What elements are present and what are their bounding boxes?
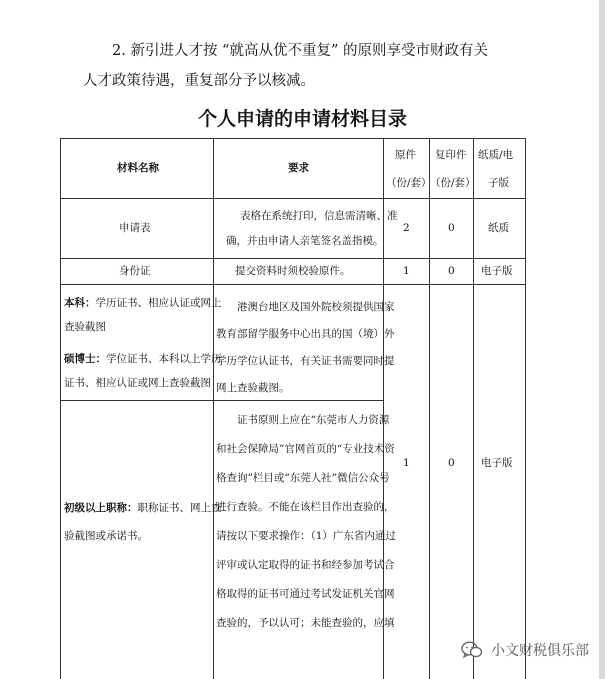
row1-original: 2 [403, 222, 410, 234]
page-edge-shadow [599, 0, 605, 679]
row3-req-4: 网上查验截图。 [216, 382, 290, 394]
row3-name-b [64, 354, 222, 365]
merged-original: 1 [403, 457, 410, 469]
row2-original: 1 [403, 265, 410, 277]
row4-req-2: 和社会保障局”官网首页的“专业技术资 [216, 443, 395, 455]
row1-name: 申请表 [119, 222, 151, 234]
row3-name-b2: 证书、相应认证或网上查验截图 [64, 377, 211, 389]
header-requirement: 要求 [288, 162, 309, 174]
row4-req-6: 评审或认定取得的证书和经参加考试合 [216, 559, 395, 571]
row4-req-5: 请按以下要求操作：（1）广东省内通过 [216, 530, 396, 542]
row4-req-3: 格查询”栏目或“东莞人社”微信公众号 [216, 472, 390, 484]
row1-req-2: 确，并由申请人亲笔签名盖指模。 [226, 235, 384, 247]
row3-label-a: 本科： [64, 297, 96, 309]
header-original-2: （份/套） [386, 177, 432, 189]
row1-type: 纸质 [488, 222, 509, 234]
row3-req-2: 教育部留学服务中心出具的国（境）外 [216, 328, 395, 340]
row3-name-a [64, 298, 222, 309]
header-type-2: 子版 [488, 177, 509, 189]
row3-req-3: 学历学位认证书，有关证书需要同时提 [216, 355, 395, 367]
row2-type: 电子版 [481, 265, 513, 277]
intro-line-1: 2. 新引进人才按 “就高从优不重复” 的原则享受市财政有关 [112, 43, 488, 59]
row2-req: 提交资料时须校验原件。 [235, 265, 351, 277]
row3-name-a2: 查验截图 [64, 321, 106, 333]
header-original-1: 原件 [395, 149, 416, 161]
row1-req-1: 表格在系统打印，信息需清晰、准 [240, 210, 398, 222]
row1-copy: 0 [448, 222, 455, 234]
row4-req-8: 查验的，予以认可；未能查验的，应填 [216, 617, 395, 629]
row2-copy: 0 [448, 265, 455, 277]
merged-copy: 0 [448, 457, 455, 469]
row4-name-2: 验截图或承诺书。 [64, 530, 148, 542]
row4-text-1: 职称证书、网上查 [137, 502, 222, 514]
header-type-1: 纸质/电 [478, 149, 514, 161]
row3-text-a1: 学历证书、相应认证或网上 [95, 297, 222, 309]
row4-label: 初级以上职称： [64, 502, 138, 514]
page-title: 个人申请的申请材料目录 [197, 108, 407, 130]
merged-type: 电子版 [481, 457, 513, 469]
header-copy-2: （份/套） [430, 177, 476, 189]
row4-req-1: 证书原则上应在“东莞市人力资源 [237, 414, 390, 426]
header-name: 材料名称 [117, 162, 159, 174]
row3-label-b: 硕博士： [64, 353, 106, 365]
watermark [461, 640, 589, 660]
row2-name: 身份证 [119, 265, 151, 277]
row4-req-7: 格取得的证书可通过考试发证机关官网 [216, 588, 395, 600]
row4-name [64, 503, 222, 514]
row3-text-b1: 学位证书、本科以上学历 [106, 353, 222, 365]
wechat-icon [461, 641, 483, 659]
intro-line-2: 人才政策待遇，重复部分予以核减。 [83, 73, 315, 89]
row3-req-1: 港澳台地区及国外院校须提供国家 [237, 301, 395, 313]
watermark-text: 小文财税俱乐部 [491, 643, 589, 659]
header-copy-1: 复印件 [435, 149, 467, 161]
row4-req-4: 进行查验。不能在该栏目作出查验的， [216, 501, 395, 513]
